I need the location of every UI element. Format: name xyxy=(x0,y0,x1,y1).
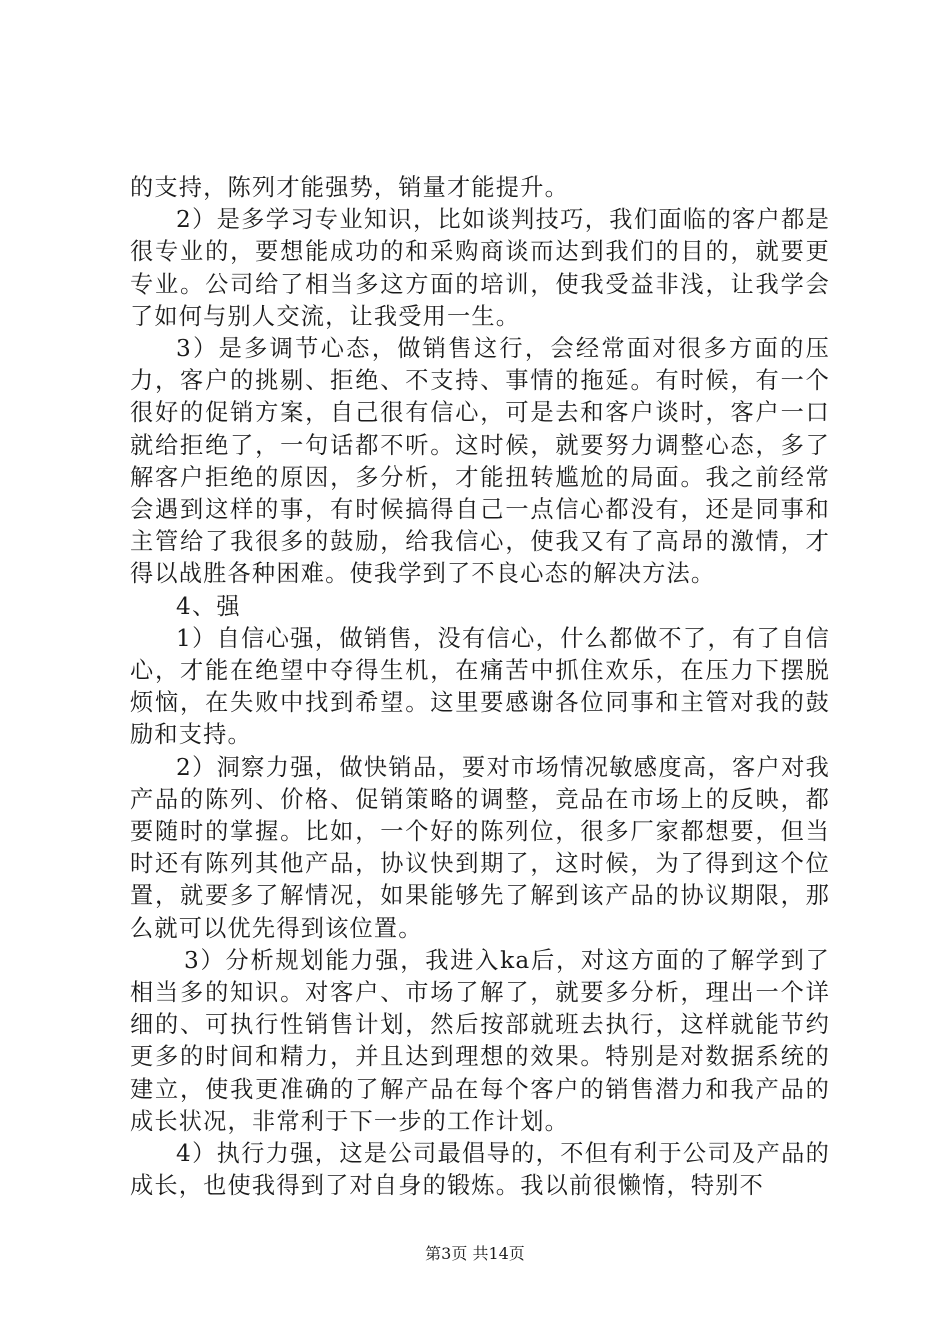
paragraph-insight: 2）洞察力强，做快销品，要对市场情况敏感度高，客户对我产品的陈列、价格、促销策略的调整，竞品在市场上的反映，都要随时的掌握。比如，一个好的陈列位，很多厂家都想要，但当时还有陈列其他产品，协议快到期了，这时候，为了得到这个位置，就要多了解情况，如果能够先了解到该产品的协议期限，那么就可以优先得到该位置。 xyxy=(130,753,830,942)
paragraph-planning: 3）分析规划能力强，我进入ka后，对这方面的了解学到了相当多的知识。对客户、市场了解了，就要多分析，理出一个详细的、可执行性销售计划，然后按部就班去执行，这样就能节约更多的时间和精力，并且达到理想的效果。特别是对数据系统的建立，使我更准确的了解产品在每个客户的销售潜力和我产品的成长状况，非常利于下一步的工作计划。 xyxy=(130,946,830,1135)
section-heading-strong: 4、强 xyxy=(176,592,241,620)
paragraph-study-knowledge: 2）是多学习专业知识，比如谈判技巧，我们面临的客户都是很专业的，要想能成功的和采购商谈而达到我们的目的，就要更专业。公司给了相当多这方面的培训，使我受益非浅，让我学会了如何与别人交流，让我受用一生。 xyxy=(130,206,830,330)
page-number-footer: 第3页 共14页 xyxy=(425,1244,525,1263)
paragraph-execution: 4）执行力强，这是公司最倡导的，不但有利于公司及产品的成长，也使我得到了对自身的锻炼。我以前很懒惰，特别不 xyxy=(130,1140,830,1200)
document-body xyxy=(130,172,830,1203)
paragraph-confidence: 1）自信心强，做销售，没有信心，什么都做不了，有了自信心，才能在绝望中夺得生机，在痛苦中抓住欢乐，在压力下摆脱烦恼，在失败中找到希望。这里要感谢各位同事和主管对我的鼓励和支持。 xyxy=(130,624,830,749)
paragraph-continuation: 的支持，陈列才能强势，销量才能提升。 xyxy=(130,174,569,201)
paragraph-adjust-mindset: 3）是多调节心态，做销售这行，会经常面对很多方面的压力，客户的挑剔、拒绝、不支持、事情的拖延。有时候，有一个很好的促销方案，自己很有信心，可是去和客户谈时，客户一口就给拒绝了，一句话都不听。这时候，就要努力调整心态，多了解客户拒绝的原因，多分析，才能扭转尴尬的局面。我之前经常会遇到这样的事，有时候搞得自己一点信心都没有，还是同事和主管给了我很多的鼓励，给我信心，使我又有了高昂的激情，才得以战胜各种困难。使我学到了不良心态的解决方法。 xyxy=(130,335,830,588)
